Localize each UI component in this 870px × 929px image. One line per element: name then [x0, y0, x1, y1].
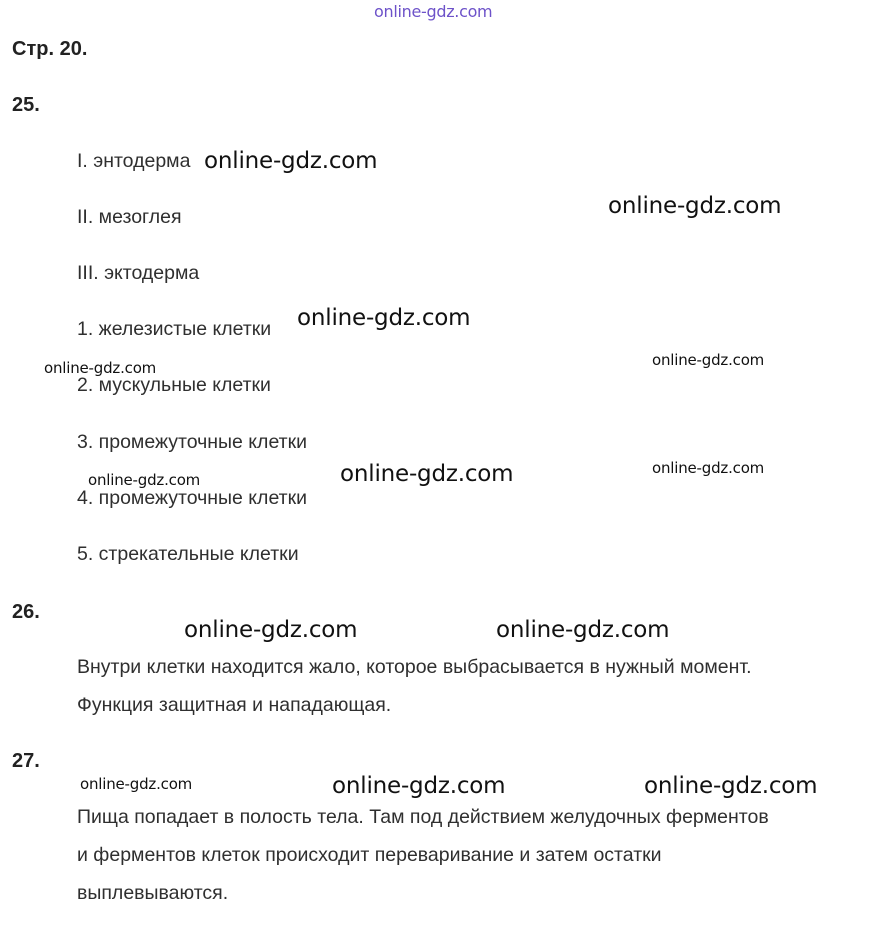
watermark: online-gdz.com [644, 773, 818, 799]
task-number-27: 27. [12, 750, 40, 772]
list-item: III. эктодерма [77, 262, 200, 284]
task-number-25: 25. [12, 94, 40, 116]
answer-line: Пища попадает в полость тела. Там под действием желудочных ферментов [77, 806, 769, 828]
watermark: online-gdz.com [332, 773, 506, 799]
watermark: online-gdz.com [44, 359, 157, 377]
watermark: online-gdz.com [496, 617, 670, 643]
watermark: online-gdz.com [608, 193, 782, 219]
top-watermark: online-gdz.com [374, 2, 493, 21]
list-item: 1. железистые клетки [77, 318, 272, 340]
watermark: online-gdz.com [340, 461, 514, 487]
page-heading: Стр. 20. [12, 38, 88, 60]
watermark: online-gdz.com [204, 148, 378, 174]
watermark: online-gdz.com [80, 775, 193, 793]
watermark: online-gdz.com [652, 459, 765, 477]
list-item: 4. промежуточные клетки [77, 487, 307, 509]
answer-line: Функция защитная и нападающая. [77, 694, 392, 716]
task-number-26: 26. [12, 601, 40, 623]
watermark: online-gdz.com [652, 351, 765, 369]
list-item: 2. мускульные клетки [77, 374, 271, 396]
watermark: online-gdz.com [88, 471, 201, 489]
list-item: 3. промежуточные клетки [77, 431, 307, 453]
list-item: II. мезоглея [77, 206, 182, 228]
answer-line: выплевываются. [77, 882, 229, 904]
list-item: I. энтодерма [77, 150, 191, 172]
list-item: 5. стрекательные клетки [77, 543, 299, 565]
answer-line: Внутри клетки находится жало, которое выбрасывается в нужный момент. [77, 656, 752, 678]
watermark: online-gdz.com [297, 305, 471, 331]
watermark: online-gdz.com [184, 617, 358, 643]
answer-line: и ферментов клеток происходит переваривание и затем остатки [77, 844, 662, 866]
